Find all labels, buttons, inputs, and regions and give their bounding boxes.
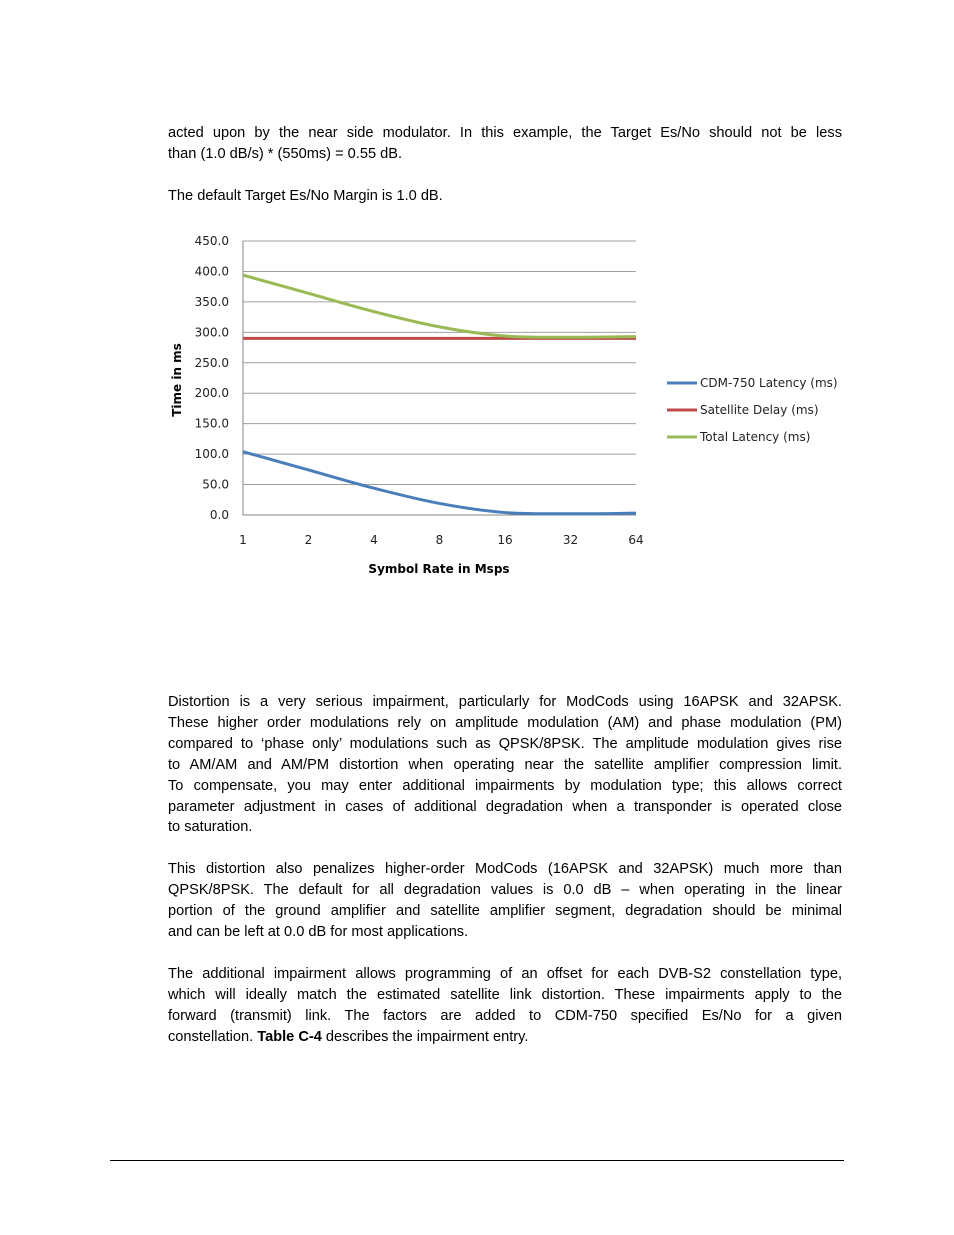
text-line: portion of the ground amplifier and satellite amplifier segment, degradation should be minimal	[168, 902, 842, 919]
text-line: To compensate, you may enter additional impairments by modulation type; this allows correct	[168, 777, 842, 794]
margin-paragraph: The default Target Es/No Margin is 1.0 dB.	[168, 188, 443, 204]
penalty-paragraph	[168, 859, 842, 943]
text-line: The additional impairment allows programming of an offset for each DVB-S2 constellation type,	[168, 966, 842, 982]
x-tick-label: 4	[370, 533, 378, 547]
x-tick-label: 64	[628, 533, 644, 547]
text-line: and can be left at 0.0 dB for most applications.	[168, 923, 469, 940]
distortion-paragraph	[168, 692, 842, 838]
text-line: QPSK/8PSK. The default for all degradation values is 0.0 dB – when operating in the linear	[168, 881, 842, 898]
x-tick-label: 32	[562, 533, 579, 547]
text-line: This distortion also penalizes higher-order ModCods (16APSK and 32APSK) much more than	[168, 861, 842, 877]
y-tick-label: 400.0	[194, 264, 229, 279]
latency-chart	[160, 225, 860, 595]
text-fragment: describes the impairment entry.	[321, 1028, 529, 1045]
text-line: These higher order modulations rely on amplitude modulation (AM) and phase modulation (PM)	[168, 714, 842, 731]
x-tick-label: 16	[497, 533, 513, 547]
intro-paragraph	[168, 123, 842, 165]
y-tick-label: 250.0	[194, 355, 229, 370]
x-tick-label: 2	[304, 533, 313, 547]
text-fragment: constellation.	[168, 1028, 258, 1045]
y-tick-label: 0.0	[209, 508, 229, 522]
text-line	[168, 1027, 842, 1048]
text-line: to saturation.	[168, 819, 253, 836]
y-tick-label: 200.0	[194, 386, 229, 401]
text-line: Distortion is a very serious impairment, particularly for ModCods using 16APSK and 32APSK.	[168, 694, 842, 710]
y-tick-label: 350.0	[194, 294, 229, 309]
additional-impairment-paragraph	[168, 964, 842, 1048]
text-line: than (1.0 dB/s) * (550ms) = 0.55 dB.	[168, 145, 403, 162]
text-line: forward (transmit) link. The factors are added to CDM-750 specified Es/No for a given	[168, 1007, 842, 1024]
y-tick-label: 100.0	[194, 447, 229, 462]
y-axis-label: Time in ms	[170, 343, 184, 417]
y-tick-label: 150.0	[194, 416, 229, 431]
series-line-2	[243, 275, 636, 337]
text-line: parameter adjustment in cases of additional degradation when a transponder is operated close	[168, 798, 842, 815]
x-tick-label: 1	[239, 533, 247, 547]
x-tick-label: 8	[435, 533, 444, 547]
y-tick-label: 50.0	[202, 477, 229, 492]
y-tick-label: 450.0	[194, 234, 229, 248]
text-line: which will ideally match the estimated satellite link distortion. These impairments apply to the	[168, 986, 842, 1003]
text-line: compared to ‘phase only’ modulations such as QPSK/8PSK. The amplitude modulation gives rise	[168, 735, 842, 752]
series-line-0	[243, 452, 636, 514]
legend-label: Total Latency (ms)	[700, 430, 811, 444]
y-tick-label: 300.0	[194, 325, 229, 340]
x-axis-label: Symbol Rate in Msps	[368, 562, 510, 576]
text-line: acted upon by the near side modulator. In this example, the Target Es/No should not be less	[168, 125, 842, 141]
table-reference: Table C-4	[257, 1028, 322, 1045]
legend-label: Satellite Delay (ms)	[700, 403, 819, 417]
footer-divider	[110, 1160, 844, 1161]
text-line: to AM/AM and AM/PM distortion when operating near the satellite amplifier compression limit.	[168, 756, 842, 773]
legend-label: CDM-750 Latency (ms)	[700, 376, 838, 390]
